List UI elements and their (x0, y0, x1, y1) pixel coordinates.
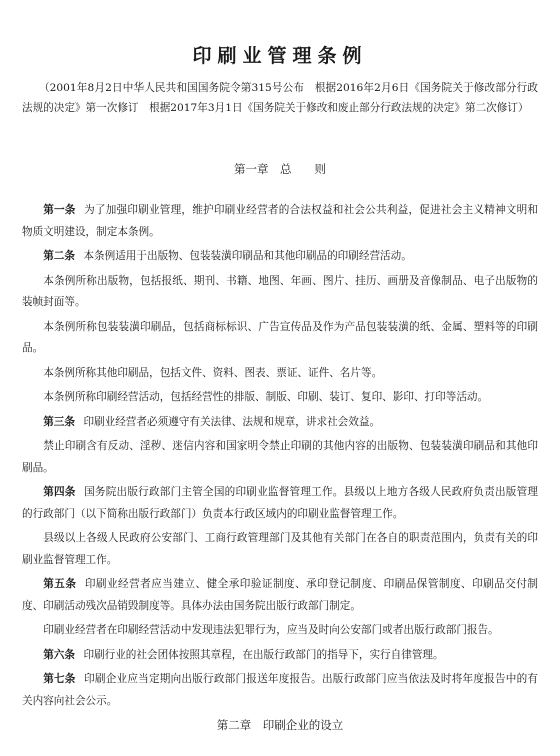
article-number: 第二条 (43, 250, 75, 262)
paragraph-text: 禁止印刷含有反动、淫秽、迷信内容和国家明令禁止印刷的其他内容的出版物、包装装潢印刷品和其他印刷品。 (22, 440, 538, 474)
article-number: 第四条 (43, 486, 76, 498)
paragraph-text: 印刷业经营者在印刷经营活动中发现违法犯罪行为，应当及时向公安部门或者出版行政部门报告。 (43, 624, 499, 636)
article-paragraph (22, 387, 538, 409)
paragraph-text: 本条例所称包装装潢印刷品，包括商标标识、广告宣传品及作为产品包装装潢的纸、金属、塑料等的印刷品。 (22, 320, 538, 354)
article-paragraph (22, 412, 538, 434)
article-paragraph (22, 200, 538, 243)
paragraph-text: 本条例所称出版物，包括报纸、期刊、书籍、地图、年画、图片、挂历、画册及音像制品、电子出版物的装帧封面等。 (22, 274, 538, 308)
article-number: 第六条 (43, 648, 75, 661)
article-number: 第一条 (43, 204, 76, 216)
paragraph-text: 国务院出版行政部门主管全国的印刷业监督管理工作。县级以上地方各级人民政府负责出版管理的行政部门（以下简称出版行政部门）负责本行政区域内的印刷业监督管理工作。 (22, 486, 538, 520)
article-paragraph (22, 436, 538, 479)
article-paragraph (22, 246, 538, 268)
paragraph-text: 印刷业经营者应当建立、健全承印验证制度、承印登记制度、印刷品保管制度、印刷品交付制度、印刷活动残次品销毁制度等。具体办法由国务院出版行政部门制定。 (22, 578, 539, 612)
article-paragraph (22, 482, 538, 525)
paragraph-text: 本条例所称印刷经营活动，包括经营性的排版、制版、印刷、装订、复印、影印、打印等活动。 (43, 391, 489, 403)
article-paragraph (22, 620, 538, 642)
article-paragraph (22, 271, 538, 314)
paragraph-text: 印刷行业的社会团体按照其章程，在出版行政部门的指导下，实行自律管理。 (83, 648, 444, 661)
paragraph-text: 为了加强印刷业管理，维护印刷业经营者的合法权益和社会公共利益，促进社会主义精神文明和物质文明建设，制定本条例。 (22, 204, 538, 238)
article-number: 第五条 (43, 578, 77, 590)
article-paragraph (22, 574, 538, 617)
article-paragraph (22, 317, 538, 360)
paragraph-text: 印刷企业应当定期向出版行政部门报送年度报告。出版行政部门应当依法及时将年度报告中的有关内容向社会公示。 (22, 673, 538, 707)
paragraph-text: 本条例所称其他印刷品，包括文件、资料、图表、票证、证件、名片等。 (43, 366, 383, 379)
document-title: 印刷业管理条例 (192, 45, 368, 67)
article-paragraph (22, 528, 538, 571)
article-paragraph (22, 645, 538, 667)
paragraph-text: 县级以上各级人民政府公安部门、工商行政管理部门及其他有关部门在各自的职责范围内，负责有关的印刷业监督管理工作。 (22, 532, 538, 566)
paragraph-text: 印刷业经营者必须遵守有关法律、法规和规章，讲求社会效益。 (83, 415, 381, 428)
article-body (22, 200, 538, 715)
chapter-heading: 第一章 总 则 (234, 162, 326, 176)
chapter-heading: 第二章 印刷企业的设立 (216, 718, 344, 732)
article-paragraph (22, 669, 538, 712)
article-number: 第七条 (43, 673, 76, 685)
article-paragraph (22, 363, 538, 385)
article-number: 第三条 (43, 415, 75, 428)
paragraph-text: 本条例适用于出版物、包装装潢印刷品和其他印刷品的印刷经营活动。 (83, 250, 412, 262)
revision-note: （2001年8月2日中华人民共和国国务院令第315号公布 根据2016年2月6日《国务院关于修改部分行政法规的决定》第一次修订 根据2017年3月1日《国务院关于修改和废止部分行政法规的决定》第二次修订） (22, 82, 538, 114)
